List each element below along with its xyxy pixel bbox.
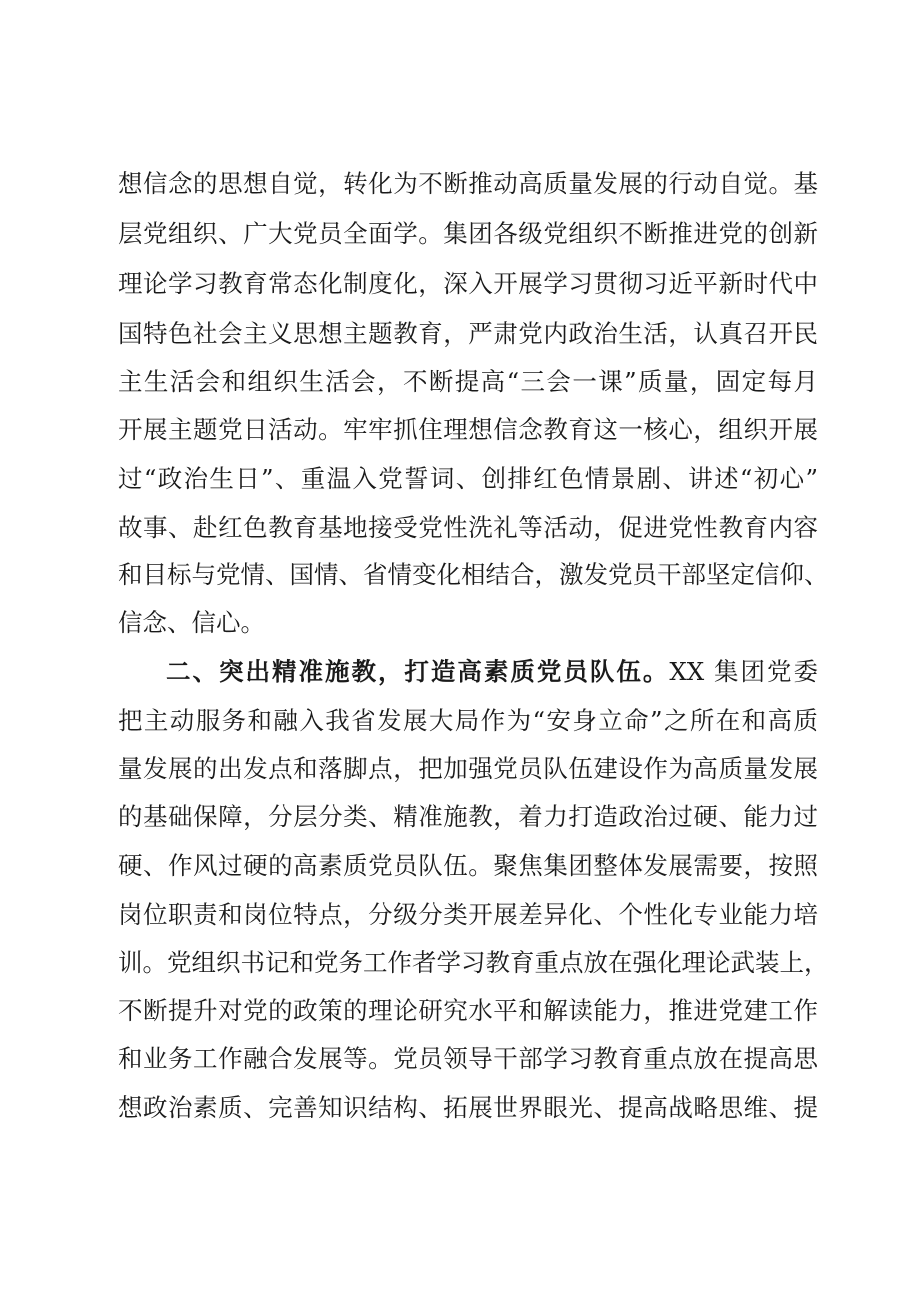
paragraph-1-line-3: 理论学习教育常态化制度化，深入开展学习贯彻习近平新时代中 xyxy=(118,269,818,298)
section-2-heading: 二、突出精准施教，打造高素质党员队伍。 xyxy=(166,657,670,686)
paragraph-2-line-8: 和业务工作融合发展等。党员领导干部学习教育重点放在提高思 xyxy=(118,1044,818,1073)
section-2-first-line-text: XX 集团党委 xyxy=(669,657,819,686)
paragraph-2-line-3: 的基础保障，分层分类、精准施教，着力打造政治过硬、能力过 xyxy=(118,802,818,831)
section-2-first-line xyxy=(166,652,818,692)
paragraph-1-line-7: 过“政治生日”、重温入党誓词、创排红色情景剧、讲述“初心” xyxy=(118,464,818,493)
paragraph-2-line-5: 岗位职责和岗位特点，分级分类开展差异化、个性化专业能力培 xyxy=(118,900,818,929)
paragraph-2-line-6: 训。党组织书记和党务工作者学习教育重点放在强化理论武装上， xyxy=(118,948,829,977)
paragraph-1-line-1: 想信念的思想自觉，转化为不断推动高质量发展的行动自觉。基 xyxy=(118,169,818,198)
paragraph-2-line-1: 把主动服务和融入我省发展大局作为“安身立命”之所在和高质 xyxy=(118,706,818,735)
paragraph-1-line-2: 层党组织、广大党员全面学。集团各级党组织不断推进党的创新 xyxy=(118,219,818,248)
paragraph-1-line-8: 故事、赴红色教育基地接受党性洗礼等活动，促进党性教育内容 xyxy=(118,513,818,542)
paragraph-1-line-5: 主生活会和组织生活会，不断提高“三会一课”质量，固定每月 xyxy=(118,367,818,396)
paragraph-2-line-2: 量发展的出发点和落脚点，把加强党员队伍建设作为高质量发展 xyxy=(118,754,818,783)
paragraph-1-line-4: 国特色社会主义思想主题教育，严肃党内政治生活，认真召开民 xyxy=(118,319,818,348)
paragraph-2-line-9: 想政治素质、完善知识结构、拓展世界眼光、提高战略思维、提 xyxy=(118,1093,818,1122)
paragraph-1-line-6: 开展主题党日活动。牢牢抓住理想信念教育这一核心，组织开展 xyxy=(118,415,818,444)
paragraph-1-line-9: 和目标与党情、国情、省情变化相结合，激发党员干部坚定信仰、 xyxy=(118,560,829,589)
paragraph-2-line-7: 不断提升对党的政策的理论研究水平和解读能力，推进党建工作 xyxy=(118,996,818,1025)
paragraph-2-line-4: 硬、作风过硬的高素质党员队伍。聚焦集团整体发展需要，按照 xyxy=(118,851,818,880)
paragraph-1-line-10: 信念、信心。 xyxy=(118,608,265,637)
